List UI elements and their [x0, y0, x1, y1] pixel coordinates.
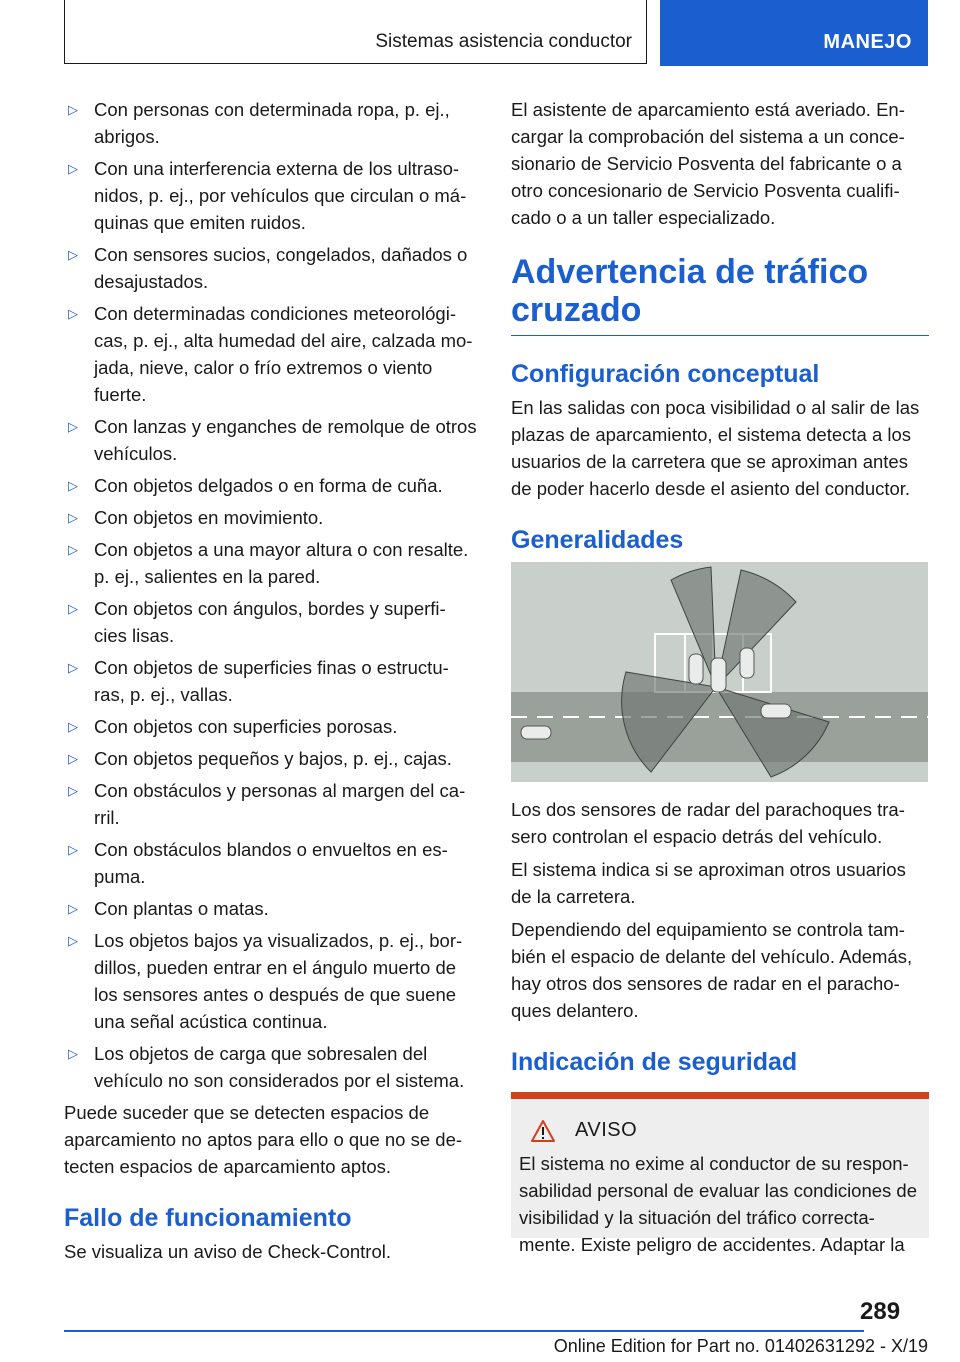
- section-title: Sistemas asistencia conductor: [64, 0, 647, 64]
- triangle-bullet-icon: ▷: [68, 478, 78, 493]
- general-paragraph-3: Dependiendo del equipamiento se controla tam-bién el espacio de delante del vehículo. Además, hay otros dos sensores de radar en el paracho-ques delantero.: [511, 919, 913, 1021]
- page-header: [64, 0, 928, 66]
- safety-heading: Indicación de seguridad: [511, 1048, 798, 1076]
- list-item: ▷ Con objetos con superficies porosas.: [64, 713, 478, 740]
- triangle-bullet-icon: ▷: [68, 751, 78, 766]
- list-item: ▷ Con obstáculos y personas al margen del ca-rril.: [64, 777, 478, 831]
- list-item: ▷ Con sensores sucios, congelados, dañados o desajustados.: [64, 241, 478, 295]
- triangle-bullet-icon: ▷: [68, 419, 78, 434]
- right-column: [511, 96, 929, 1255]
- triangle-bullet-icon: ▷: [68, 901, 78, 916]
- triangle-bullet-icon: ▷: [68, 601, 78, 616]
- general-paragraph-1: Los dos sensores de radar del parachoques tra-sero controlan el espacio detrás del vehículo.: [511, 799, 905, 847]
- list-item: ▷ Los objetos de carga que sobresalen del vehículo no son considerados por el sistema.: [64, 1040, 478, 1094]
- list-item: ▷ Con objetos con ángulos, bordes y superfi-cies lisas.: [64, 595, 478, 649]
- warning-header: [519, 1117, 921, 1144]
- fallo-text: Se visualiza un aviso de Check-Control.: [64, 1241, 391, 1262]
- warning-title: AVISO: [575, 1119, 638, 1141]
- footer-divider: [64, 1330, 864, 1332]
- warning-triangle-icon: [531, 1120, 555, 1142]
- warning-box: [511, 1092, 929, 1255]
- list-item: ▷ Los objetos bajos ya visualizados, p. ej., bor-dillos, pueden entrar en el ángulo muerto de los sensores antes o después de que suene una señal acústica continua.: [64, 927, 478, 1035]
- concept-text: En las salidas con poca visibilidad o al salir de las plazas de aparcamiento, el sistema detecta a los usuarios de la carretera que se aproximan antes de poder hacerlo desde el asiento del conductor.: [511, 397, 920, 499]
- triangle-bullet-icon: ▷: [68, 247, 78, 262]
- cross-traffic-illustration: [511, 562, 928, 782]
- triangle-bullet-icon: ▷: [68, 542, 78, 557]
- triangle-bullet-icon: ▷: [68, 510, 78, 525]
- list-item: ▷ Con una interferencia externa de los ultraso-nidos, p. ej., por vehículos que circulan o má-quinas que emiten ruidos.: [64, 155, 478, 236]
- triangle-bullet-icon: ▷: [68, 842, 78, 857]
- list-item: ▷ Con personas con determinada ropa, p. ej., abrigos.: [64, 96, 478, 150]
- general-heading: Generalidades: [511, 526, 684, 554]
- fallo-heading: Fallo de funcionamiento: [64, 1204, 352, 1232]
- triangle-bullet-icon: ▷: [68, 161, 78, 176]
- list-item: ▷ Con lanzas y enganches de remolque de otros vehículos.: [64, 413, 478, 467]
- triangle-bullet-icon: ▷: [68, 719, 78, 734]
- triangle-bullet-icon: ▷: [68, 102, 78, 117]
- radar-coverage-diagram: [511, 562, 928, 782]
- triangle-bullet-icon: ▷: [68, 1046, 78, 1061]
- triangle-bullet-icon: ▷: [68, 306, 78, 321]
- page-number: 289: [860, 1298, 901, 1325]
- limitations-list: [64, 96, 478, 1094]
- list-item: ▷ Con determinadas condiciones meteorológi-cas, p. ej., alta humedad del aire, calzada mo-jada, nieve, calor o frío extremos o viento fuerte.: [64, 300, 478, 408]
- parking-detection-paragraph: Puede suceder que se detecten espacios de aparcamiento no aptos para ello o que no se de-tecten espacios de aparcamiento aptos.: [64, 1102, 463, 1177]
- main-heading: Advertencia de tráfico cruzado: [511, 253, 929, 336]
- triangle-bullet-icon: ▷: [68, 783, 78, 798]
- edition-footer: Online Edition for Part no. 01402631292 - X/19: [553, 1336, 928, 1356]
- list-item: ▷ Con obstáculos blandos o envueltos en es-puma.: [64, 836, 478, 890]
- left-column: [64, 96, 478, 1271]
- triangle-bullet-icon: ▷: [68, 933, 78, 948]
- list-item: ▷ Con objetos a una mayor altura o con resalte. p. ej., salientes en la pared.: [64, 536, 478, 590]
- concept-heading: Configuración conceptual: [511, 360, 820, 388]
- general-paragraph-2: El sistema indica si se aproximan otros usuarios de la carretera.: [511, 859, 906, 907]
- triangle-bullet-icon: ▷: [68, 660, 78, 675]
- intro-paragraph: El asistente de aparcamiento está averiado. En-cargar la comprobación del sistema a un conce-sionario de Servicio Posventa del fabricante o a otro concesionario de Servicio Posventa cualifi-cado o a un taller especializado.: [511, 99, 905, 228]
- list-item: ▷ Con plantas o matas.: [64, 895, 478, 922]
- list-item: ▷ Con objetos de superficies finas o estructu-ras, p. ej., vallas.: [64, 654, 478, 708]
- list-item: ▷ Con objetos en movimiento.: [64, 504, 478, 531]
- list-item: ▷ Con objetos pequeños y bajos, p. ej., cajas.: [64, 745, 478, 772]
- warning-text: El sistema no exime al conductor de su respon-sabilidad personal de evaluar las condiciones de visibilidad y la situación del tráfico correcta-mente. Existe peligro de accidentes. Adaptar la: [519, 1153, 918, 1255]
- chapter-tab[interactable]: MANEJO: [660, 0, 928, 66]
- list-item: ▷ Con objetos delgados o en forma de cuña.: [64, 472, 478, 499]
